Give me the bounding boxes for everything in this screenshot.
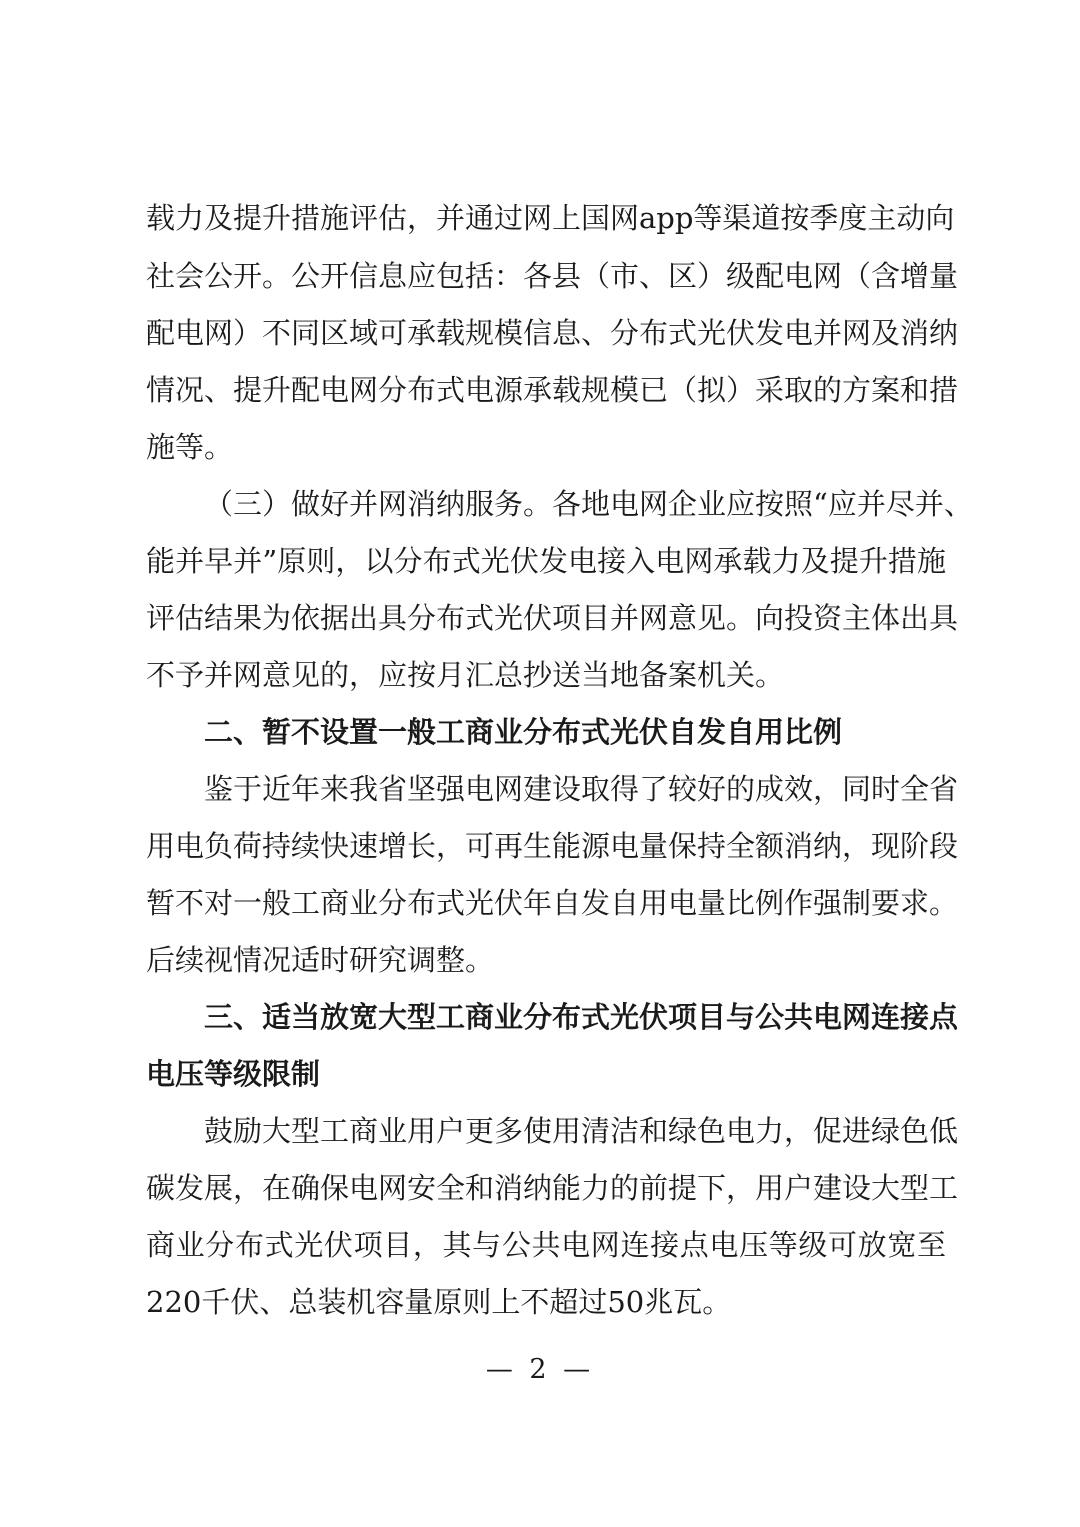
section-heading: 三、适当放宽大型工商业分布式光伏项目与公共电网连接点 — [204, 1000, 959, 1034]
paragraph-line: 鼓励大型工商业用户更多使用清洁和绿色电力，促进绿色低 — [204, 1114, 959, 1148]
section-heading: 二、暂不设置一般工商业分布式光伏自发自用比例 — [204, 715, 843, 749]
paragraph-line: 暂不对一般工商业分布式光伏年自发自用电量比例作强制要求。 — [146, 886, 959, 920]
page-number: — 2 — — [485, 1354, 595, 1385]
paragraph-line: 社会公开。公开信息应包括：各县（市、区）级配电网（含增量 — [146, 259, 959, 293]
paragraph-line: 载力及提升措施评估，并通过网上国网app等渠道按季度主动向 — [146, 201, 955, 235]
paragraph-line: 评估结果为依据出具分布式光伏项目并网意见。向投资主体出具 — [146, 601, 959, 635]
paragraph-line: 鉴于近年来我省坚强电网建设取得了较好的成效，同时全省 — [204, 772, 959, 806]
section-heading: 电压等级限制 — [146, 1057, 321, 1091]
paragraph-line: 情况、提升配电网分布式电源承载规模已（拟）采取的方案和措 — [146, 373, 959, 407]
paragraph-line: 能并早并”原则，以分布式光伏发电接入电网承载力及提升措施 — [146, 544, 946, 578]
paragraph-line: 220千伏、总装机容量原则上不超过50兆瓦。 — [146, 1285, 732, 1319]
paragraph-line: 商业分布式光伏项目，其与公共电网连接点电压等级可放宽至 — [146, 1228, 946, 1262]
paragraph-line: （三）做好并网消纳服务。各地电网企业应按照“应并尽并、 — [204, 487, 973, 521]
paragraph-line: 碳发展，在确保电网安全和消纳能力的前提下，用户建设大型工 — [146, 1171, 959, 1205]
paragraph-line: 用电负荷持续快速增长，可再生能源电量保持全额消纳，现阶段 — [146, 829, 959, 863]
paragraph-line: 不予并网意见的，应按月汇总抄送当地备案机关。 — [146, 658, 785, 692]
paragraph-line: 施等。 — [146, 430, 234, 464]
paragraph-line: 配电网）不同区域可承载规模信息、分布式光伏发电并网及消纳 — [146, 316, 959, 350]
paragraph-line: 后续视情况适时研究调整。 — [146, 943, 495, 977]
